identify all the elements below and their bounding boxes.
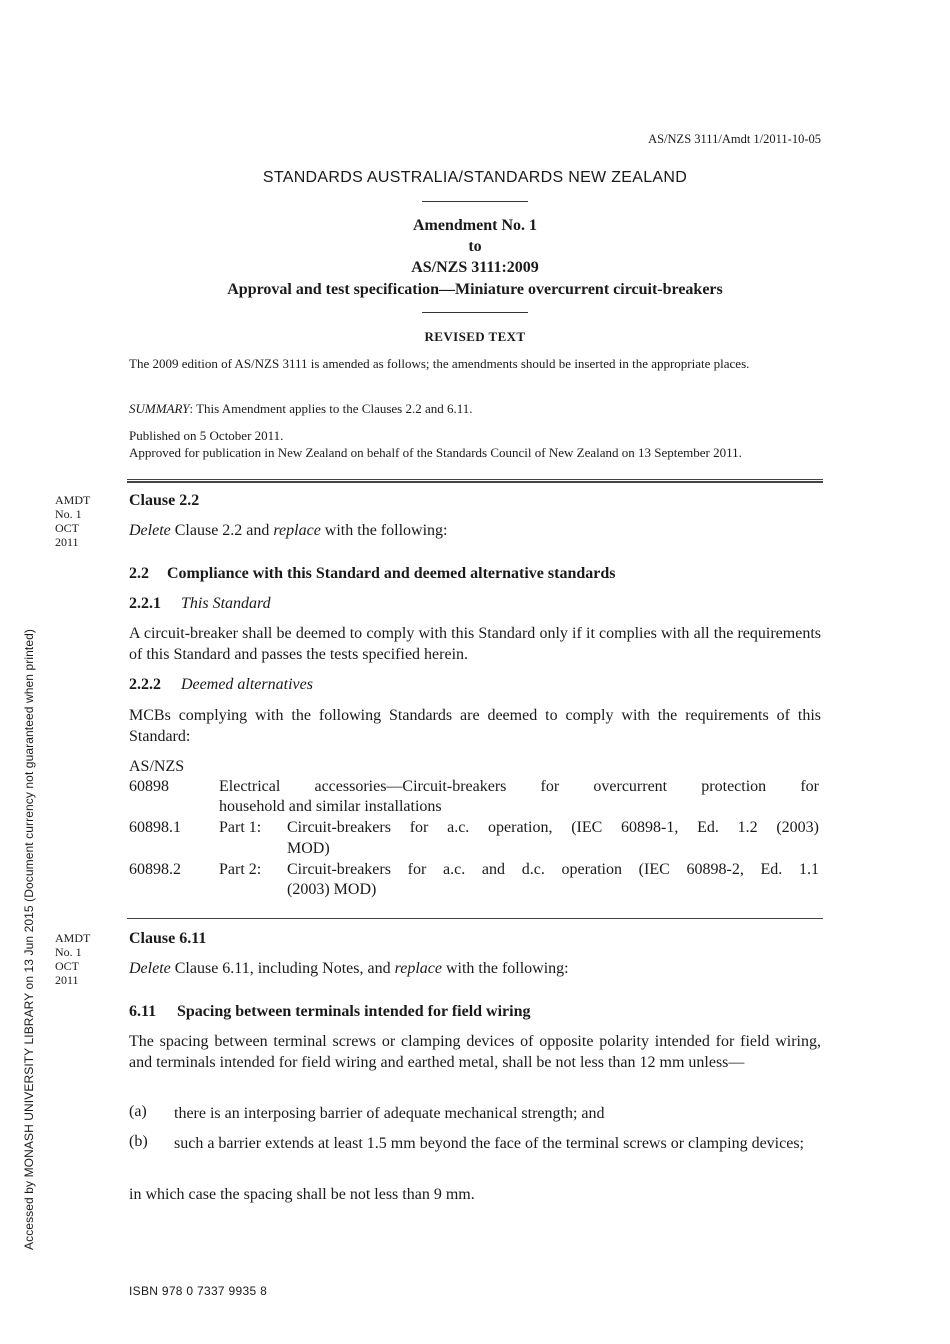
subsection-title: This Standard bbox=[181, 595, 271, 612]
margin-note-line: AMDT bbox=[55, 931, 91, 945]
instruction-text: Clause 2.2 and bbox=[170, 522, 274, 539]
clause-6-11-instruction bbox=[129, 958, 821, 979]
list-item-label: (b) bbox=[129, 1133, 148, 1150]
instruction-delete: Delete bbox=[129, 960, 171, 977]
document-reference: AS/NZS 3111/Amdt 1/2011-10-05 bbox=[648, 132, 821, 146]
instruction-replace: replace bbox=[273, 522, 321, 539]
instruction-delete: Delete bbox=[129, 522, 171, 539]
published-date: Published on 5 October 2011. bbox=[129, 428, 284, 443]
reference-description: household and similar installations bbox=[219, 798, 442, 815]
reference-description: Circuit-breakers for a.c. operation, (IEC 60898-1, Ed. 1.2 (2003) bbox=[287, 819, 819, 836]
margin-note-line: 2011 bbox=[55, 973, 79, 987]
isbn: ISBN 978 0 7337 9935 8 bbox=[129, 1284, 268, 1298]
clause-6-11-heading: Clause 6.11 bbox=[129, 930, 207, 947]
reference-code: 60898.1 bbox=[129, 819, 181, 836]
standard-title: Approval and test specification—Miniature overcurrent circuit-breakers bbox=[227, 281, 723, 298]
subsection-2-2-2-text: MCBs complying with the following Standards are deemed to comply with the requirements of this Standard: bbox=[129, 707, 821, 745]
amendment-to: to bbox=[468, 238, 482, 255]
section-6-11-text: The spacing between terminal screws or clamping devices of opposite polarity intended for field wiring, and terminals intended for field wiring and earthed metal, shall be not less than 12 mm unless— bbox=[129, 1033, 821, 1071]
approval-note: Approved for publication in New Zealand on behalf of the Standards Council of New Zealand on 13 September 2011. bbox=[129, 445, 742, 460]
reference-code: 60898 bbox=[129, 778, 169, 795]
subsection-2-2-1-heading bbox=[129, 593, 821, 614]
subsection-2-2-1-text: A circuit-breaker shall be deemed to comply with this Standard only if it complies with all the requirements of this Standard and passes the tests specified herein. bbox=[129, 625, 821, 663]
summary bbox=[129, 400, 821, 417]
access-watermark: Accessed by MONASH UNIVERSITY LIBRARY on 13 Jun 2015 (Document currency not guaranteed when printed) bbox=[22, 629, 36, 1250]
summary-text: : This Amendment applies to the Clauses 2.2 and 6.11. bbox=[189, 401, 473, 416]
divider bbox=[422, 312, 528, 313]
reference-description: Electrical accessories—Circuit-breakers for overcurrent protection for bbox=[219, 778, 819, 795]
amendment-number: Amendment No. 1 bbox=[413, 217, 537, 234]
organization-name: STANDARDS AUSTRALIA/STANDARDS NEW ZEALAND bbox=[262, 169, 688, 186]
section-title: Spacing between terminals intended for field wiring bbox=[177, 1003, 531, 1020]
reference-part: Part 1: bbox=[219, 819, 262, 836]
section-divider bbox=[127, 918, 823, 919]
margin-note-line: No. 1 bbox=[55, 945, 82, 959]
summary-label: SUMMARY bbox=[129, 401, 190, 416]
instruction-text: with the following: bbox=[320, 522, 448, 539]
section-6-11-closing: in which case the spacing shall be not less than 9 mm. bbox=[129, 1186, 475, 1203]
standard-number: AS/NZS 3111:2009 bbox=[411, 259, 539, 276]
divider bbox=[422, 201, 528, 202]
subsection-number: 2.2.1 bbox=[129, 595, 161, 612]
reference-part: Part 2: bbox=[219, 861, 262, 878]
section-number: 2.2 bbox=[129, 565, 149, 582]
instruction-text: Clause 6.11, including Notes, and bbox=[170, 960, 395, 977]
subsection-2-2-2-heading bbox=[129, 674, 821, 695]
section-2-2-heading bbox=[129, 563, 821, 584]
section-divider bbox=[127, 479, 823, 483]
instruction-replace: replace bbox=[394, 960, 442, 977]
list-item-text: such a barrier extends at least 1.5 mm beyond the face of the terminal screws or clamping devices; bbox=[174, 1135, 804, 1152]
clause-2-2-instruction bbox=[129, 520, 821, 541]
section-number: 6.11 bbox=[129, 1003, 157, 1020]
reference-prefix-text: AS/NZS bbox=[129, 758, 185, 775]
amendment-margin-note bbox=[55, 493, 90, 549]
margin-note-line: OCT bbox=[55, 959, 79, 973]
list-item-text: there is an interposing barrier of adequate mechanical strength; and bbox=[174, 1105, 605, 1122]
instruction-text: with the following: bbox=[441, 960, 569, 977]
subsection-title: Deemed alternatives bbox=[181, 676, 313, 693]
margin-note-line: OCT bbox=[55, 521, 79, 535]
amendment-margin-note bbox=[55, 931, 90, 987]
clause-2-2-heading: Clause 2.2 bbox=[129, 492, 200, 509]
reference-description: Circuit-breakers for a.c. and d.c. operation (IEC 60898-2, Ed. 1.1 bbox=[287, 861, 819, 878]
revised-text-heading: REVISED TEXT bbox=[424, 329, 526, 344]
reference-description: (2003) MOD) bbox=[287, 881, 377, 898]
section-6-11-heading bbox=[129, 1001, 821, 1022]
margin-note-line: 2011 bbox=[55, 535, 79, 549]
reference-description: MOD) bbox=[287, 840, 330, 857]
section-title: Compliance with this Standard and deemed alternative standards bbox=[167, 565, 616, 582]
edition-note: The 2009 edition of AS/NZS 3111 is amended as follows; the amendments should be inserted in the appropriate places. bbox=[129, 356, 750, 371]
margin-note-line: No. 1 bbox=[55, 507, 82, 521]
margin-note-line: AMDT bbox=[55, 493, 91, 507]
subsection-number: 2.2.2 bbox=[129, 676, 161, 693]
list-item-label: (a) bbox=[129, 1103, 147, 1120]
reference-code: 60898.2 bbox=[129, 861, 181, 878]
